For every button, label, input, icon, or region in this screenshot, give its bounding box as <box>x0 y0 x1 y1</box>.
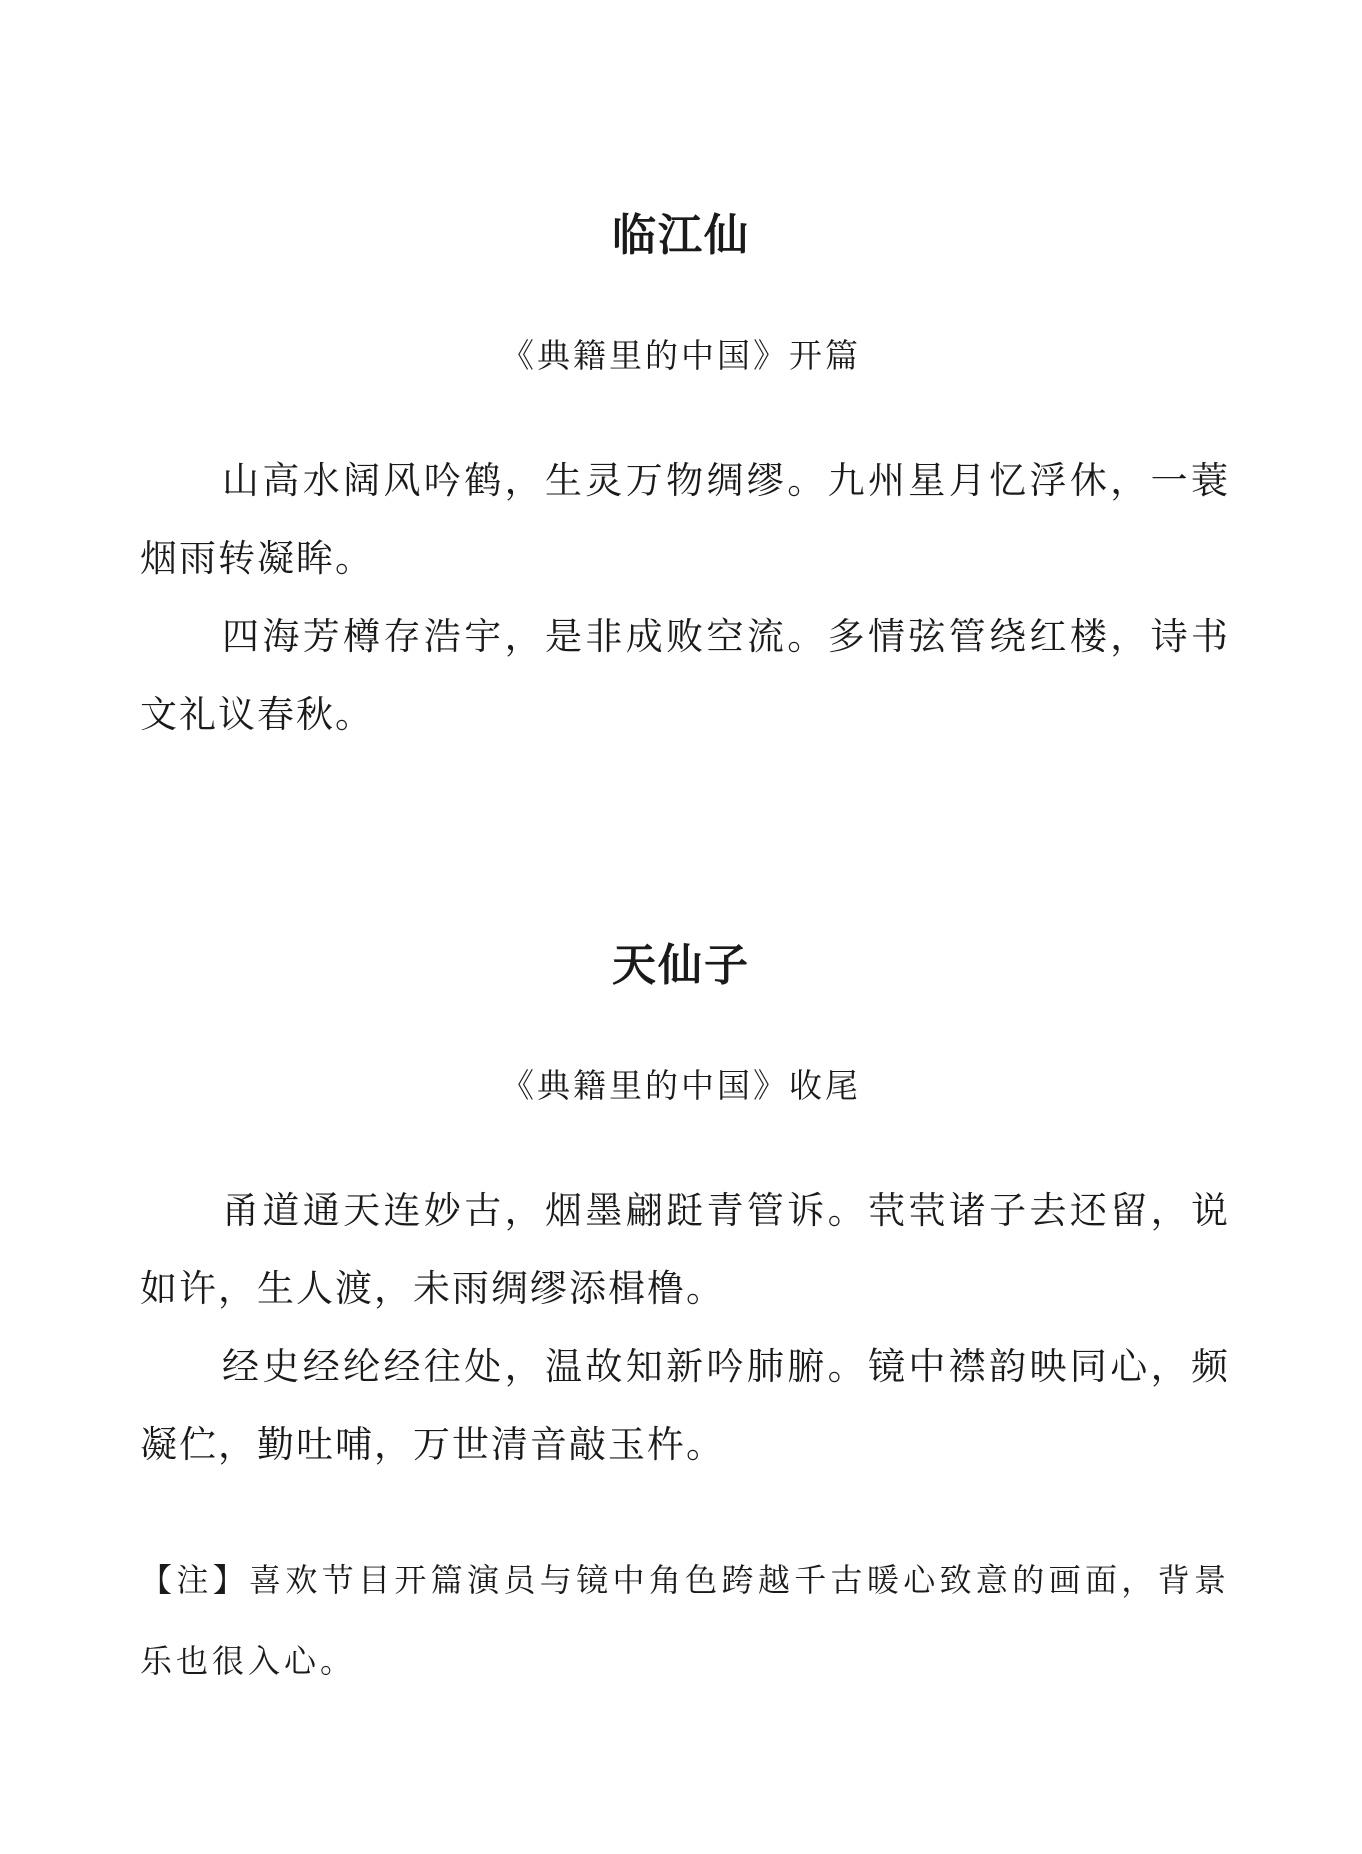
poem-title-tianxianzi: 天仙子 <box>612 940 750 991</box>
poem-body-linjiangxian <box>140 442 1230 754</box>
stanza-2: 四海芳樽存浩宇，是非成败空流。多情弦管绕红楼，诗书文礼议春秋。 <box>140 615 1230 736</box>
poem-subtitle-opening: 《典籍里的中国》开篇 <box>501 336 861 375</box>
poem-title-linjiangxian: 临江仙 <box>612 210 750 261</box>
author-note: 【注】喜欢节目开篇演员与镜中角色跨越千古暖心致意的画面，背景乐也很入心。 <box>140 1561 1230 1680</box>
stanza-3: 甬道通天连妙古，烟墨翩跹青管诉。茕茕诸子去还留，说如许，生人渡，未雨绸缪添楫橹。 <box>140 1189 1230 1310</box>
stanza-4: 经史经纶经往处，温故知新吟肺腑。镜中襟韵映同心，频凝伫，勤吐哺，万世清音敲玉杵。 <box>140 1345 1230 1466</box>
stanza-1: 山高水阔风吟鹤，生灵万物绸缪。九州星月忆浮休，一蓑烟雨转凝眸。 <box>140 459 1230 580</box>
poem-body-tianxianzi <box>140 1172 1230 1484</box>
poem-subtitle-closing: 《典籍里的中国》收尾 <box>501 1066 861 1105</box>
